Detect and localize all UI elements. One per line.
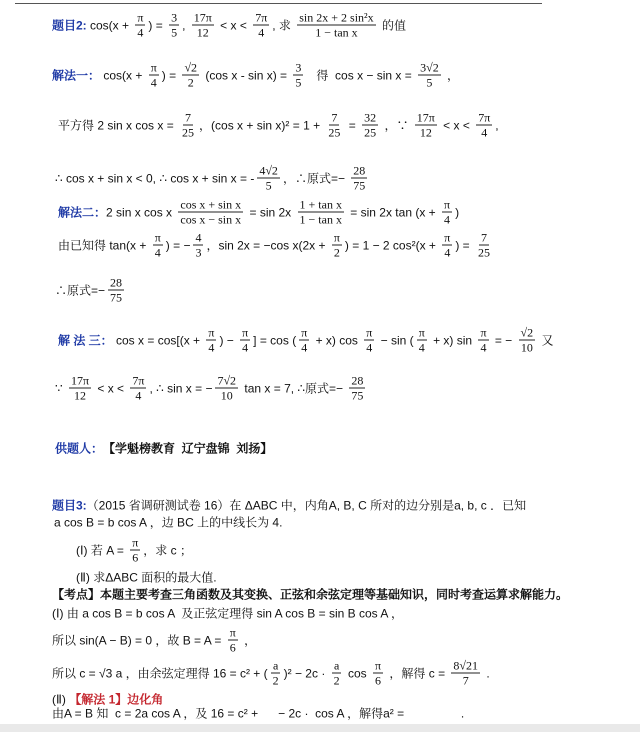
math-text: + x) cos <box>312 333 362 347</box>
fraction-numerator: 7π <box>478 110 491 125</box>
fraction-denominator: 4 <box>301 340 308 355</box>
fraction-denominator: 10 <box>220 388 233 403</box>
math-text: 又 <box>538 333 554 348</box>
fraction-numerator: 1 + tan x <box>299 197 342 212</box>
fraction <box>253 11 269 40</box>
fraction-denominator: 4 <box>480 340 487 355</box>
math-text: = sin 2x tan (x + <box>346 205 439 219</box>
fraction-numerator: √2 <box>520 325 534 340</box>
fraction <box>153 231 163 260</box>
math-text: ∴ cos x + sin x < 0, ∴ cos x + sin x = - <box>55 171 255 185</box>
math-text: 得 cos x − sin x = <box>306 68 416 83</box>
problem-3-condition <box>54 514 282 531</box>
fraction-numerator: 32 <box>364 110 377 125</box>
fraction-denominator: 3 <box>195 245 202 260</box>
math-text: tan x = 7, ∴原式=− <box>241 381 347 396</box>
method-heading: 【解法 1】边化角 <box>69 692 164 707</box>
math-text: = sin 2x <box>246 205 295 219</box>
solution-2-line-2 <box>58 231 495 260</box>
math-text: ) <box>455 205 460 219</box>
math-text: + x) sin <box>429 333 476 347</box>
fraction-denominator: 5 <box>171 25 178 40</box>
fraction-numerator: π <box>444 197 451 212</box>
fraction-numerator: 7π <box>255 10 268 25</box>
fraction-denominator: 5 <box>265 178 272 193</box>
math-text: ) = <box>148 18 167 32</box>
math-text: 【考点】本题主要考查三角函数及其变换、正弦和余弦定理等基础知识，同时考查运算求解能力。 <box>52 587 569 602</box>
fraction <box>299 326 309 355</box>
fraction-numerator: π <box>132 535 139 550</box>
math-text: = <box>345 118 360 132</box>
fraction <box>206 326 216 355</box>
fraction <box>442 198 452 227</box>
fraction-numerator: cos x + sin x <box>180 197 242 212</box>
fraction <box>108 276 124 305</box>
solution-3-line-2 <box>55 374 368 403</box>
fraction <box>364 326 374 355</box>
fraction-numerator: π <box>418 325 425 340</box>
fraction-denominator: 4 <box>444 212 451 227</box>
fraction-denominator: cos x − sin x <box>180 212 242 227</box>
math-text: )² − 2c · <box>283 666 329 680</box>
fraction-numerator: π <box>229 625 236 640</box>
math-text: − sin ( <box>377 333 414 347</box>
fraction-denominator: 1 − tan x <box>315 25 358 40</box>
fraction-numerator: 7√2 <box>217 373 237 388</box>
fraction-denominator: 75 <box>110 290 123 305</box>
fraction-numerator: 17π <box>416 110 435 125</box>
fraction-numerator: 3√2 <box>420 60 439 75</box>
fraction-denominator: 4 <box>366 340 373 355</box>
fraction-numerator: 4 <box>195 230 202 245</box>
fraction-numerator: 28 <box>353 163 366 178</box>
math-text: cos <box>344 666 370 680</box>
math-text: 所以 c = √3 a ，由余弦定理得 16 = c² + ( <box>52 666 268 681</box>
fraction-denominator: 4 <box>418 340 425 355</box>
fraction <box>362 111 378 140</box>
fraction-numerator: π <box>301 325 308 340</box>
section-label: 题目2: <box>52 18 87 33</box>
fraction-denominator: 4 <box>242 340 249 355</box>
math-text: , <box>495 118 499 132</box>
fraction-denominator: 4 <box>444 245 451 260</box>
fraction <box>215 374 238 403</box>
math-text: ， <box>443 68 460 83</box>
fraction-numerator: 17π <box>70 373 90 388</box>
fraction-denominator: 4 <box>208 340 215 355</box>
fraction-denominator: 1 − tan x <box>299 212 342 227</box>
fraction-denominator: 75 <box>351 388 364 403</box>
fraction-denominator: 75 <box>353 178 366 193</box>
problem-3-part-2 <box>76 569 217 586</box>
section-label: 题目3: <box>52 498 87 513</box>
fraction-numerator: a <box>333 658 340 673</box>
fraction-numerator: a <box>272 658 279 673</box>
section-label: 供题人： <box>55 441 104 456</box>
fraction <box>178 198 243 227</box>
fraction-numerator: 3 <box>295 60 302 75</box>
horizontal-scrollbar[interactable] <box>0 724 640 732</box>
math-text: , 求 <box>272 18 295 33</box>
fraction <box>180 111 196 140</box>
math-text: （2015 省调研测试卷 16）在 ΔABC 中，内角A, B, C 所对的边分别是a, b, c ．已知 <box>86 498 527 513</box>
fraction <box>130 374 146 403</box>
solution-2-line-1 <box>58 198 459 227</box>
fraction <box>415 111 437 140</box>
math-text: ，求 c ； <box>143 543 192 558</box>
fraction-denominator: 6 <box>375 673 382 688</box>
math-text: (cos x - sin x) = <box>202 68 291 82</box>
math-text: = − <box>491 333 516 347</box>
math-text: 2 sin x cos x <box>106 205 176 219</box>
fraction-denominator: 10 <box>520 340 533 355</box>
math-text: ) = <box>161 68 180 82</box>
fraction-denominator: 4 <box>137 25 144 40</box>
math-text: ，∵ <box>381 118 412 133</box>
math-text: 由A = B 知 c = 2a cos A ，及 16 = c² + − 2c · cos A ，解得a² = . <box>52 706 465 721</box>
fraction <box>478 326 488 355</box>
fraction <box>417 326 427 355</box>
fraction <box>149 61 159 90</box>
fraction-denominator: 4 <box>150 75 157 90</box>
fraction-numerator: π <box>366 325 373 340</box>
math-text: a cos B = b cos A ，边 BC 上的中线长为 4. <box>54 515 283 530</box>
math-text: 【学魁榜教育 辽宁盘锦 刘扬】 <box>103 441 273 456</box>
answer-part-2-line-1 <box>52 705 464 722</box>
fraction-denominator: 2 <box>272 673 279 688</box>
fraction-numerator: π <box>480 325 487 340</box>
problem-3-part-1 <box>76 536 192 565</box>
fraction-denominator: 25 <box>478 245 491 260</box>
fraction-denominator: 6 <box>132 550 139 565</box>
math-text: ，sin 2x = −cos x(2x + <box>206 238 329 253</box>
fraction <box>182 61 199 90</box>
fraction-numerator: π <box>375 658 382 673</box>
problem-2-statement <box>52 11 406 40</box>
math-text: , ∴ sin x = − <box>149 381 213 395</box>
fraction-numerator: 28 <box>351 373 364 388</box>
math-text: < x < <box>439 118 474 132</box>
math-text: cos(x + <box>86 18 133 32</box>
fraction <box>257 164 280 193</box>
fraction-numerator: π <box>154 230 161 245</box>
math-text: < x < <box>216 18 251 32</box>
math-text: (Ⅱ) <box>52 692 70 706</box>
fraction-numerator: 7 <box>331 110 338 125</box>
math-text: ，(cos x + sin x)² = 1 + <box>199 118 324 133</box>
fraction-numerator: 8√21 <box>453 658 479 673</box>
fraction <box>130 536 140 565</box>
answer-part-1-line-3 <box>52 659 490 688</box>
fraction-denominator: 25 <box>364 125 377 140</box>
math-text: 由已知得 tan(x + <box>58 238 150 253</box>
fraction-numerator: π <box>150 60 157 75</box>
math-text: ) = − <box>165 238 191 252</box>
fraction-denominator: 12 <box>196 25 209 40</box>
fraction-numerator: 28 <box>110 275 123 290</box>
fraction-numerator: π <box>208 325 215 340</box>
fraction-denominator: 4 <box>258 25 265 40</box>
math-text: 所以 sin(A − B) = 0 ，故 B = A = <box>52 633 225 648</box>
math-text: 平方得 2 sin x cos x = <box>58 118 178 133</box>
math-text: (Ⅰ) 若 A = <box>76 543 128 558</box>
contributor-line <box>55 440 272 457</box>
fraction <box>293 61 303 90</box>
fraction-denominator: 2 <box>333 245 340 260</box>
math-text: (Ⅰ) 由 a cos B = b cos A 及正弦定理得 sin A cos B = sin B cos A ， <box>52 606 404 621</box>
fraction-denominator: 4 <box>135 388 142 403</box>
math-text: ) = <box>455 238 474 252</box>
math-text: ， <box>240 633 257 648</box>
fraction <box>192 11 214 40</box>
fraction <box>69 374 91 403</box>
fraction <box>418 61 441 90</box>
math-text: < x < <box>94 381 128 395</box>
fraction-numerator: sin 2x + 2 sin²x <box>299 10 374 25</box>
fraction-denominator: 5 <box>295 75 302 90</box>
math-text: ，解得 c = <box>386 666 449 681</box>
fraction-denominator: 25 <box>182 125 195 140</box>
solution-3-line-1 <box>58 326 553 355</box>
fraction-numerator: 7 <box>481 230 488 245</box>
fraction <box>442 231 452 260</box>
problem-3-statement <box>52 497 526 514</box>
fraction-denominator: 4 <box>481 125 488 140</box>
math-text: cos x = cos[(x + <box>112 333 204 347</box>
solution-2-result <box>55 276 127 305</box>
fraction <box>297 11 375 40</box>
fraction <box>332 231 342 260</box>
math-text: (Ⅱ) 求ΔABC 面积的最大值. <box>76 570 217 585</box>
math-text: cos(x + <box>100 68 146 82</box>
fraction <box>193 231 203 260</box>
solution-1-line-1 <box>52 61 459 90</box>
fraction-denominator: 25 <box>328 125 341 140</box>
fraction-denominator: 12 <box>74 388 86 403</box>
fraction-numerator: π <box>242 325 249 340</box>
fraction-numerator: √2 <box>184 60 198 75</box>
fraction <box>240 326 250 355</box>
fraction-numerator: 4√2 <box>259 163 278 178</box>
math-text: . <box>483 666 490 680</box>
math-text: ) = 1 − 2 cos²(x + <box>344 238 440 252</box>
section-label: 解 法 三： <box>58 333 113 348</box>
fraction <box>326 111 342 140</box>
math-text: ∵ <box>55 381 66 395</box>
fraction-numerator: 17π <box>193 10 212 25</box>
fraction-denominator: 2 <box>187 75 194 90</box>
math-text: 的值 <box>378 18 406 33</box>
solution-1-line-2 <box>58 111 499 140</box>
section-label: 解法一： <box>52 68 101 83</box>
solution-1-line-3 <box>55 164 370 193</box>
page-top-border <box>15 3 542 4</box>
fraction-denominator: 7 <box>462 673 469 688</box>
fraction <box>298 198 344 227</box>
answer-part-1-line-2 <box>52 626 256 655</box>
math-text: , <box>182 18 189 32</box>
fraction-numerator: 7π <box>132 373 145 388</box>
fraction <box>169 11 179 40</box>
fraction <box>351 164 367 193</box>
fraction <box>476 111 492 140</box>
math-text: ∴原式=− <box>55 283 106 298</box>
fraction <box>451 659 480 688</box>
fraction <box>519 326 536 355</box>
fraction-denominator: 5 <box>426 75 433 90</box>
section-label: 解法二： <box>58 205 107 220</box>
fraction-numerator: π <box>333 230 340 245</box>
fraction-denominator: 6 <box>229 640 236 655</box>
fraction <box>135 11 145 40</box>
fraction-numerator: 7 <box>185 110 192 125</box>
key-point-line <box>52 586 568 603</box>
fraction <box>349 374 365 403</box>
math-text: ] = cos ( <box>253 333 297 347</box>
fraction <box>373 659 383 688</box>
fraction-denominator: 4 <box>154 245 161 260</box>
fraction <box>332 659 342 688</box>
math-text: ，∴原式=− <box>282 171 349 186</box>
answer-part-1-line-1 <box>52 605 403 622</box>
math-text: ) − <box>219 333 238 347</box>
fraction-numerator: 3 <box>171 10 178 25</box>
fraction <box>271 659 281 688</box>
fraction-numerator: π <box>137 10 144 25</box>
fraction-denominator: 12 <box>419 125 432 140</box>
fraction-numerator: π <box>444 230 451 245</box>
fraction <box>228 626 238 655</box>
fraction-denominator: 2 <box>333 673 340 688</box>
fraction <box>476 231 492 260</box>
